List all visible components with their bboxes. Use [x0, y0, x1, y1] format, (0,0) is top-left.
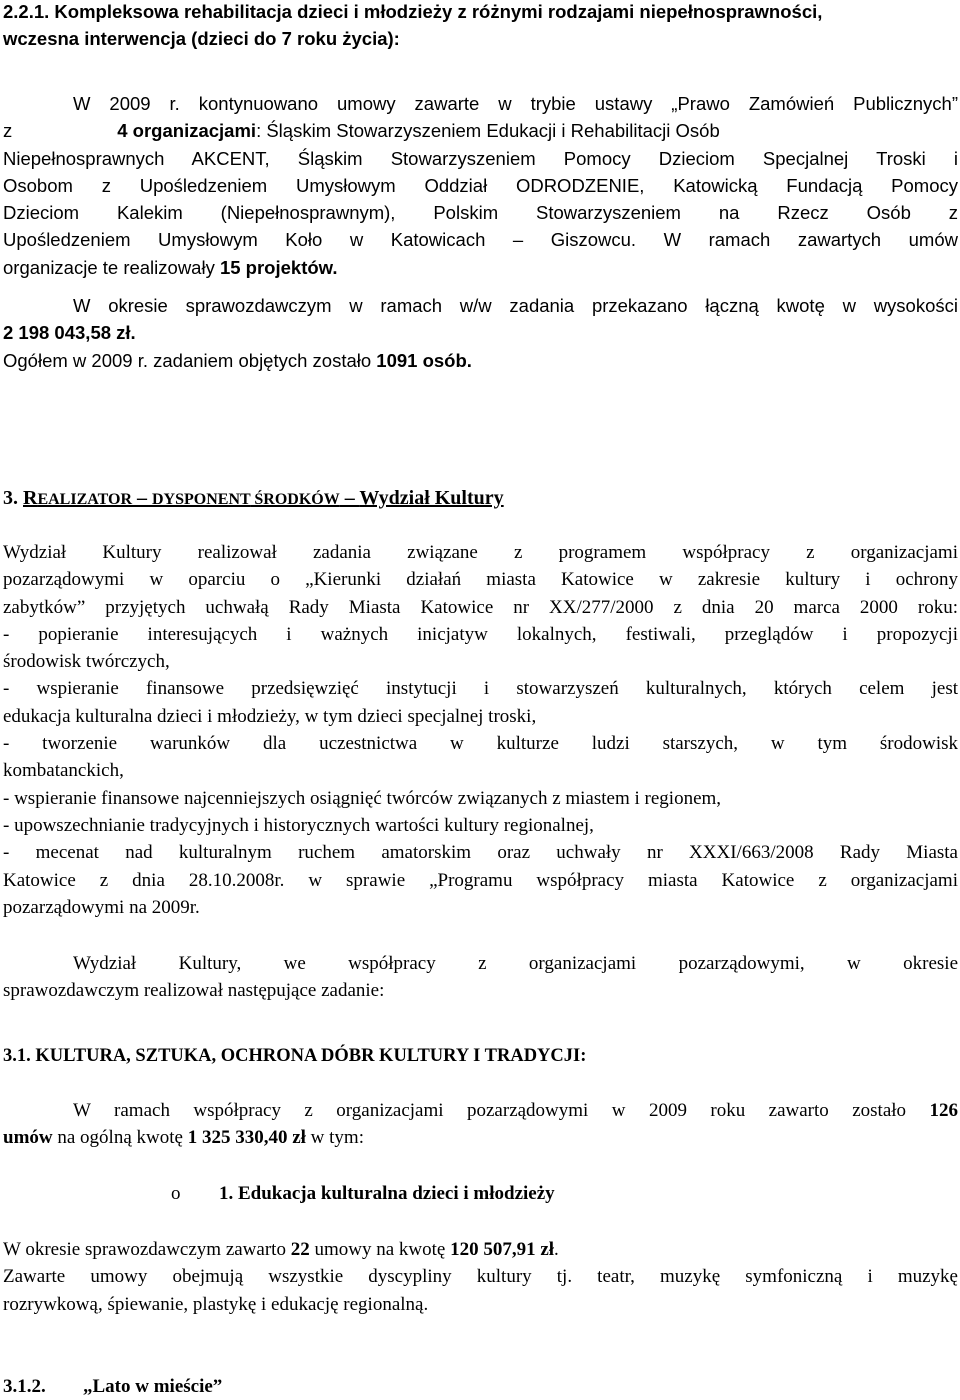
p3-line-3: zabytków” przyjętych uchwałą Rady Miasta Katowice nr XX/277/2000 z dnia 20 marca 2000 roku: — [3, 596, 958, 618]
section-3-1-heading — [3, 1043, 958, 1070]
p3-line-14: pozarządowymi na 2009r. — [3, 896, 200, 918]
p1-line-5: Dzieciom Kalekim (Niepełnosprawnym), Polskim Stowarzyszeniem na Rzecz Osób z — [3, 202, 958, 224]
p1-line-1: W 2009 r. kontynuowano umowy zawarte w trybie ustawy „Prawo Zamówień Publicznych” — [73, 93, 958, 114]
bullet-icon: o — [171, 1183, 181, 1204]
p5-contract-count: 126 — [929, 1100, 958, 1121]
list-item-education — [3, 1180, 958, 1207]
p5-text: W ramach współpracy z organizacjami pozarządowymi w 2009 roku zawarto zostało — [73, 1100, 930, 1121]
section-3-1-2-line — [3, 1373, 958, 1400]
list-item-title: 1. Edukacja kulturalna dzieci i młodzieży — [219, 1183, 555, 1204]
p3-line-7: edukacja kulturalna dzieci i młodzieży, w tym dzieci specjalnej troski, — [3, 705, 537, 727]
paragraph-contracts — [3, 90, 958, 281]
p6-text: W okresie sprawozdawczym zawarto — [3, 1239, 291, 1260]
realizator-rest: EALIZATOR — [37, 491, 132, 508]
p2-line-1: W okresie sprawozdawczym w ramach w/w zadania przekazano łączną kwotę w wysokości — [73, 295, 958, 316]
p3-line-1: Wydział Kultury realizował zadania związane z programem współpracy z organizacjami — [3, 542, 958, 563]
section-3-title — [23, 487, 504, 509]
heading-line-1: 2.2.1. Kompleksowa rehabilitacja dzieci i młodzieży z różnymi rodzajami niepełnosprawności, — [3, 1, 823, 22]
p3-line-6: - wspieranie finansowe przedsięwzięć instytucji i stowarzyszeń kulturalnych, których celem jest — [3, 678, 958, 700]
p6-amount: 120 507,91 zł — [450, 1239, 555, 1260]
p1-line-2 — [3, 117, 958, 144]
p3-line-13: Katowice z dnia 28.10.2008r. w sprawie „Programu współpracy miasta Katowice z organizacjami — [3, 869, 958, 891]
section-3-1-2-title: „Lato w mieście” — [83, 1376, 223, 1397]
p5-umow: umów — [3, 1127, 53, 1149]
p5-in-that: w tym: — [305, 1127, 364, 1149]
p1-org-count: 4 organizacjami — [117, 120, 257, 142]
p6-count: 22 — [290, 1239, 310, 1260]
paragraph-task-intro — [3, 950, 958, 1005]
dash-2: – — [339, 487, 360, 509]
section-3-heading — [3, 485, 958, 513]
p1-projects-text: organizacje te realizowały — [3, 256, 220, 278]
dash-1: – — [132, 487, 152, 509]
p2-amount: 2 198 043,58 zł. — [3, 322, 136, 344]
p3-line-10: - wspieranie finansowe najcenniejszych osiągnięć twórców związanych z miastem i regionem, — [3, 787, 722, 809]
department-name: Wydział Kultury — [359, 487, 504, 509]
p3-line-2: pozarządowymi w oparciu o „Kierunki działań miasta Katowice w zakresie kultury i ochrony — [3, 569, 958, 591]
p6-line-3: rozrywkową, śpiewanie, plastykę i edukację regionalną. — [3, 1293, 429, 1315]
p3-line-9: kombatanckich, — [3, 760, 124, 782]
section-3-1-2-heading — [3, 1373, 958, 1400]
paragraph-amount — [3, 292, 958, 374]
p1-z: z — [3, 120, 13, 142]
p3-line-4: - popieranie interesujących i ważnych inicjatyw lokalnych, festiwali, przeglądów i propozycji — [3, 623, 958, 645]
p6-line-1 — [3, 1236, 958, 1263]
realizator-r: R — [23, 487, 38, 509]
p4-line-2: sprawozdawczym realizował następujące zadanie: — [3, 980, 385, 1002]
p5-line-1 — [3, 1097, 958, 1124]
section-3-1-2-number: 3.1.2. — [3, 1376, 46, 1397]
p5-line-2 — [3, 1124, 958, 1151]
paragraph-program — [3, 539, 958, 921]
paragraph-contracts-total — [3, 1097, 958, 1152]
p1-line-4: Osobom z Upośledzeniem Umysłowym Oddział ODRODZENIE, Katowicką Fundacją Pomocy — [3, 174, 958, 196]
p3-line-11: - upowszechnianie tradycyjnych i historycznych wartości kultury regionalnej, — [3, 814, 594, 836]
p2-line-3 — [3, 347, 958, 374]
p6-line-2: Zawarte umowy obejmują wszystkie dyscypliny kultury tj. teatr, muzykę symfoniczną i muzykę — [3, 1266, 958, 1288]
p6-amount-text: umowy na kwotę — [309, 1239, 451, 1260]
section-3-heading-line — [3, 485, 958, 513]
p1-org-list-start: : Śląskim Stowarzyszeniem Edukacji i Rehabilitacji Osób — [256, 120, 720, 142]
section-2-2-1-heading — [3, 0, 958, 52]
p6-period: . — [554, 1239, 559, 1260]
section-3-number: 3. — [3, 487, 23, 509]
p1-line-7 — [3, 254, 958, 281]
p1-line-6: Upośledzeniem Umysłowym Koło w Katowicach – Giszowcu. W ramach zawartych umów — [3, 229, 958, 251]
p2-persons-count: 1091 osób. — [376, 349, 472, 371]
p3-line-5: środowisk twórczych, — [3, 651, 170, 673]
list-item-line — [3, 1180, 958, 1207]
p1-projects-count: 15 projektów. — [219, 256, 338, 278]
p5-amount-text: na ogólną kwotę — [52, 1127, 188, 1149]
paragraph-education-details — [3, 1236, 958, 1318]
p5-amount: 1 325 330,40 zł — [187, 1127, 306, 1149]
p3-line-12: - mecenat nad kulturalnym ruchem amatorskim oraz uchwały nr XXXI/663/2008 Rady Miasta — [3, 842, 958, 864]
p3-line-8: - tworzenie warunków dla uczestnictwa w kulturze ludzi starszych, w tym środowisk — [3, 733, 958, 755]
p1-line-3: Niepełnosprawnych AKCENT, Śląskim Stowarzyszeniem Pomocy Dzieciom Specjalnej Troski i — [3, 147, 958, 169]
p4-line-1: Wydział Kultury, we współpracy z organizacjami pozarządowymi, w okresie — [73, 953, 958, 974]
srodkow: ŚRODKÓW — [250, 491, 340, 508]
section-3-1-title: 3.1. KULTURA, SZTUKA, OCHRONA DÓBR KULTURY I TRADYCJI: — [3, 1046, 587, 1066]
dysponent: DYSPONENT — [152, 491, 251, 508]
p2-total-text: Ogółem w 2009 r. zadaniem objętych zostało — [3, 349, 377, 371]
heading-line-2: wczesna interwencja (dzieci do 7 roku życia): — [3, 28, 400, 49]
